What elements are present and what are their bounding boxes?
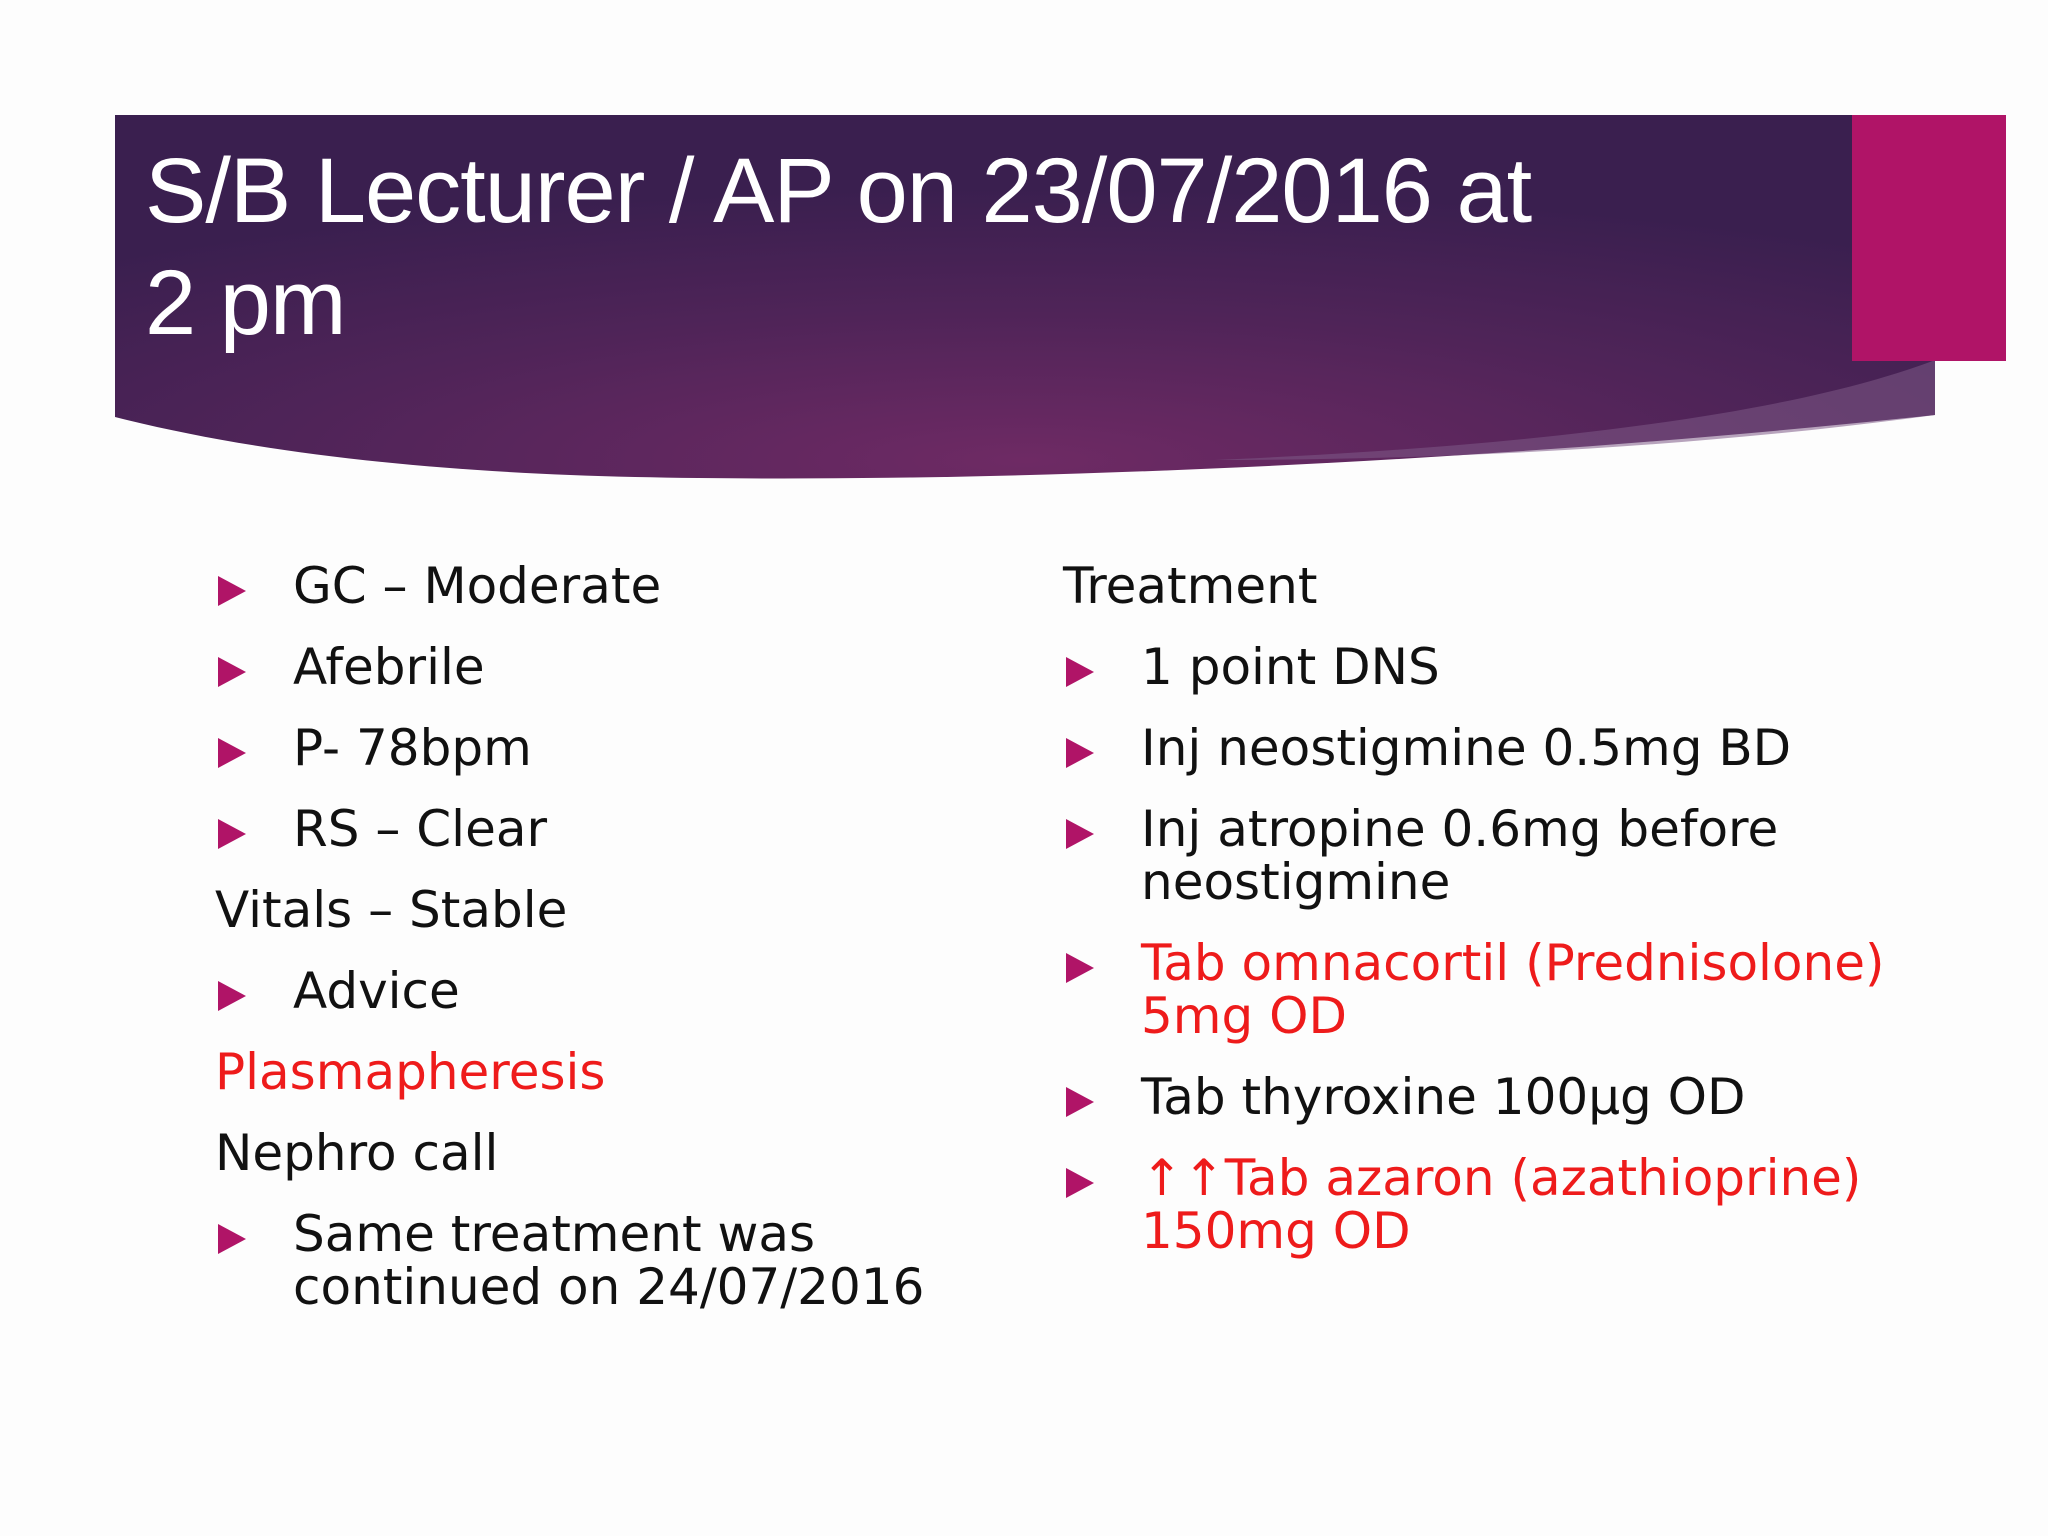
left-column-item [215,800,995,858]
right-column-item-text: Inj atropine 0.6mg before [1141,800,1779,858]
left-column-item-text: continued on 24/07/2016 [293,1258,925,1316]
triangle-bullet-icon [1066,657,1094,687]
right-column-item-text: Inj neostigmine 0.5mg BD [1141,719,1792,777]
right-column-item [1063,1149,1923,1260]
left-column-item-text: GC – Moderate [293,557,662,615]
left-column-item [215,881,995,939]
triangle-bullet-icon [1066,1168,1094,1198]
left-column-item [215,1124,995,1182]
triangle-bullet-icon [1066,819,1094,849]
right-column-item [1063,557,1923,615]
triangle-bullet-icon [218,819,246,849]
left-column [215,557,995,1342]
left-column-item-text: Plasmapheresis [215,1043,606,1101]
left-column-item [215,1205,995,1316]
left-column-item [215,719,995,777]
right-column-item-text: Tab thyroxine 100μg OD [1141,1068,1746,1126]
left-column-item-text: RS – Clear [293,800,548,858]
triangle-bullet-icon [1066,738,1094,768]
left-column-item-text: P- 78bpm [293,719,532,777]
triangle-bullet-icon [218,981,246,1011]
right-column-item-text: ↑↑Tab azaron (azathioprine) [1141,1149,1862,1207]
right-column-item [1063,934,1923,1045]
triangle-bullet-icon [218,1224,246,1254]
triangle-bullet-icon [1066,1087,1094,1117]
left-column-item [215,962,995,1020]
triangle-bullet-icon [1066,953,1094,983]
left-column-item-text: Nephro call [215,1124,499,1182]
left-column-item-text: Vitals – Stable [215,881,568,939]
right-column-item-text: 5mg OD [1141,987,1348,1045]
right-column-item [1063,638,1923,696]
triangle-bullet-icon [218,576,246,606]
title-line-1: S/B Lecturer / AP on 23/07/2016 at [145,140,1532,242]
right-column-item [1063,800,1923,911]
right-column-item [1063,1068,1923,1126]
accent-tab [1852,115,2006,361]
right-column-item-text: 1 point DNS [1141,638,1440,696]
left-column-item-text: Advice [293,962,460,1020]
left-column-item [215,638,995,696]
left-column-item-text: Same treatment was [293,1205,816,1263]
right-column-item-text: Treatment [1063,557,1318,615]
right-column-item-text: neostigmine [1141,853,1451,911]
right-column [1063,557,1923,1286]
left-column-item-text: Afebrile [293,638,485,696]
triangle-bullet-icon [218,738,246,768]
slide-title [145,135,1645,359]
right-column-item [1063,719,1923,777]
right-column-item-text: Tab omnacortil (Prednisolone) [1141,934,1885,992]
triangle-bullet-icon [218,657,246,687]
title-line-2: 2 pm [145,252,346,354]
left-column-item [215,557,995,615]
right-column-item-text: 150mg OD [1141,1202,1411,1260]
left-column-item [215,1043,995,1101]
